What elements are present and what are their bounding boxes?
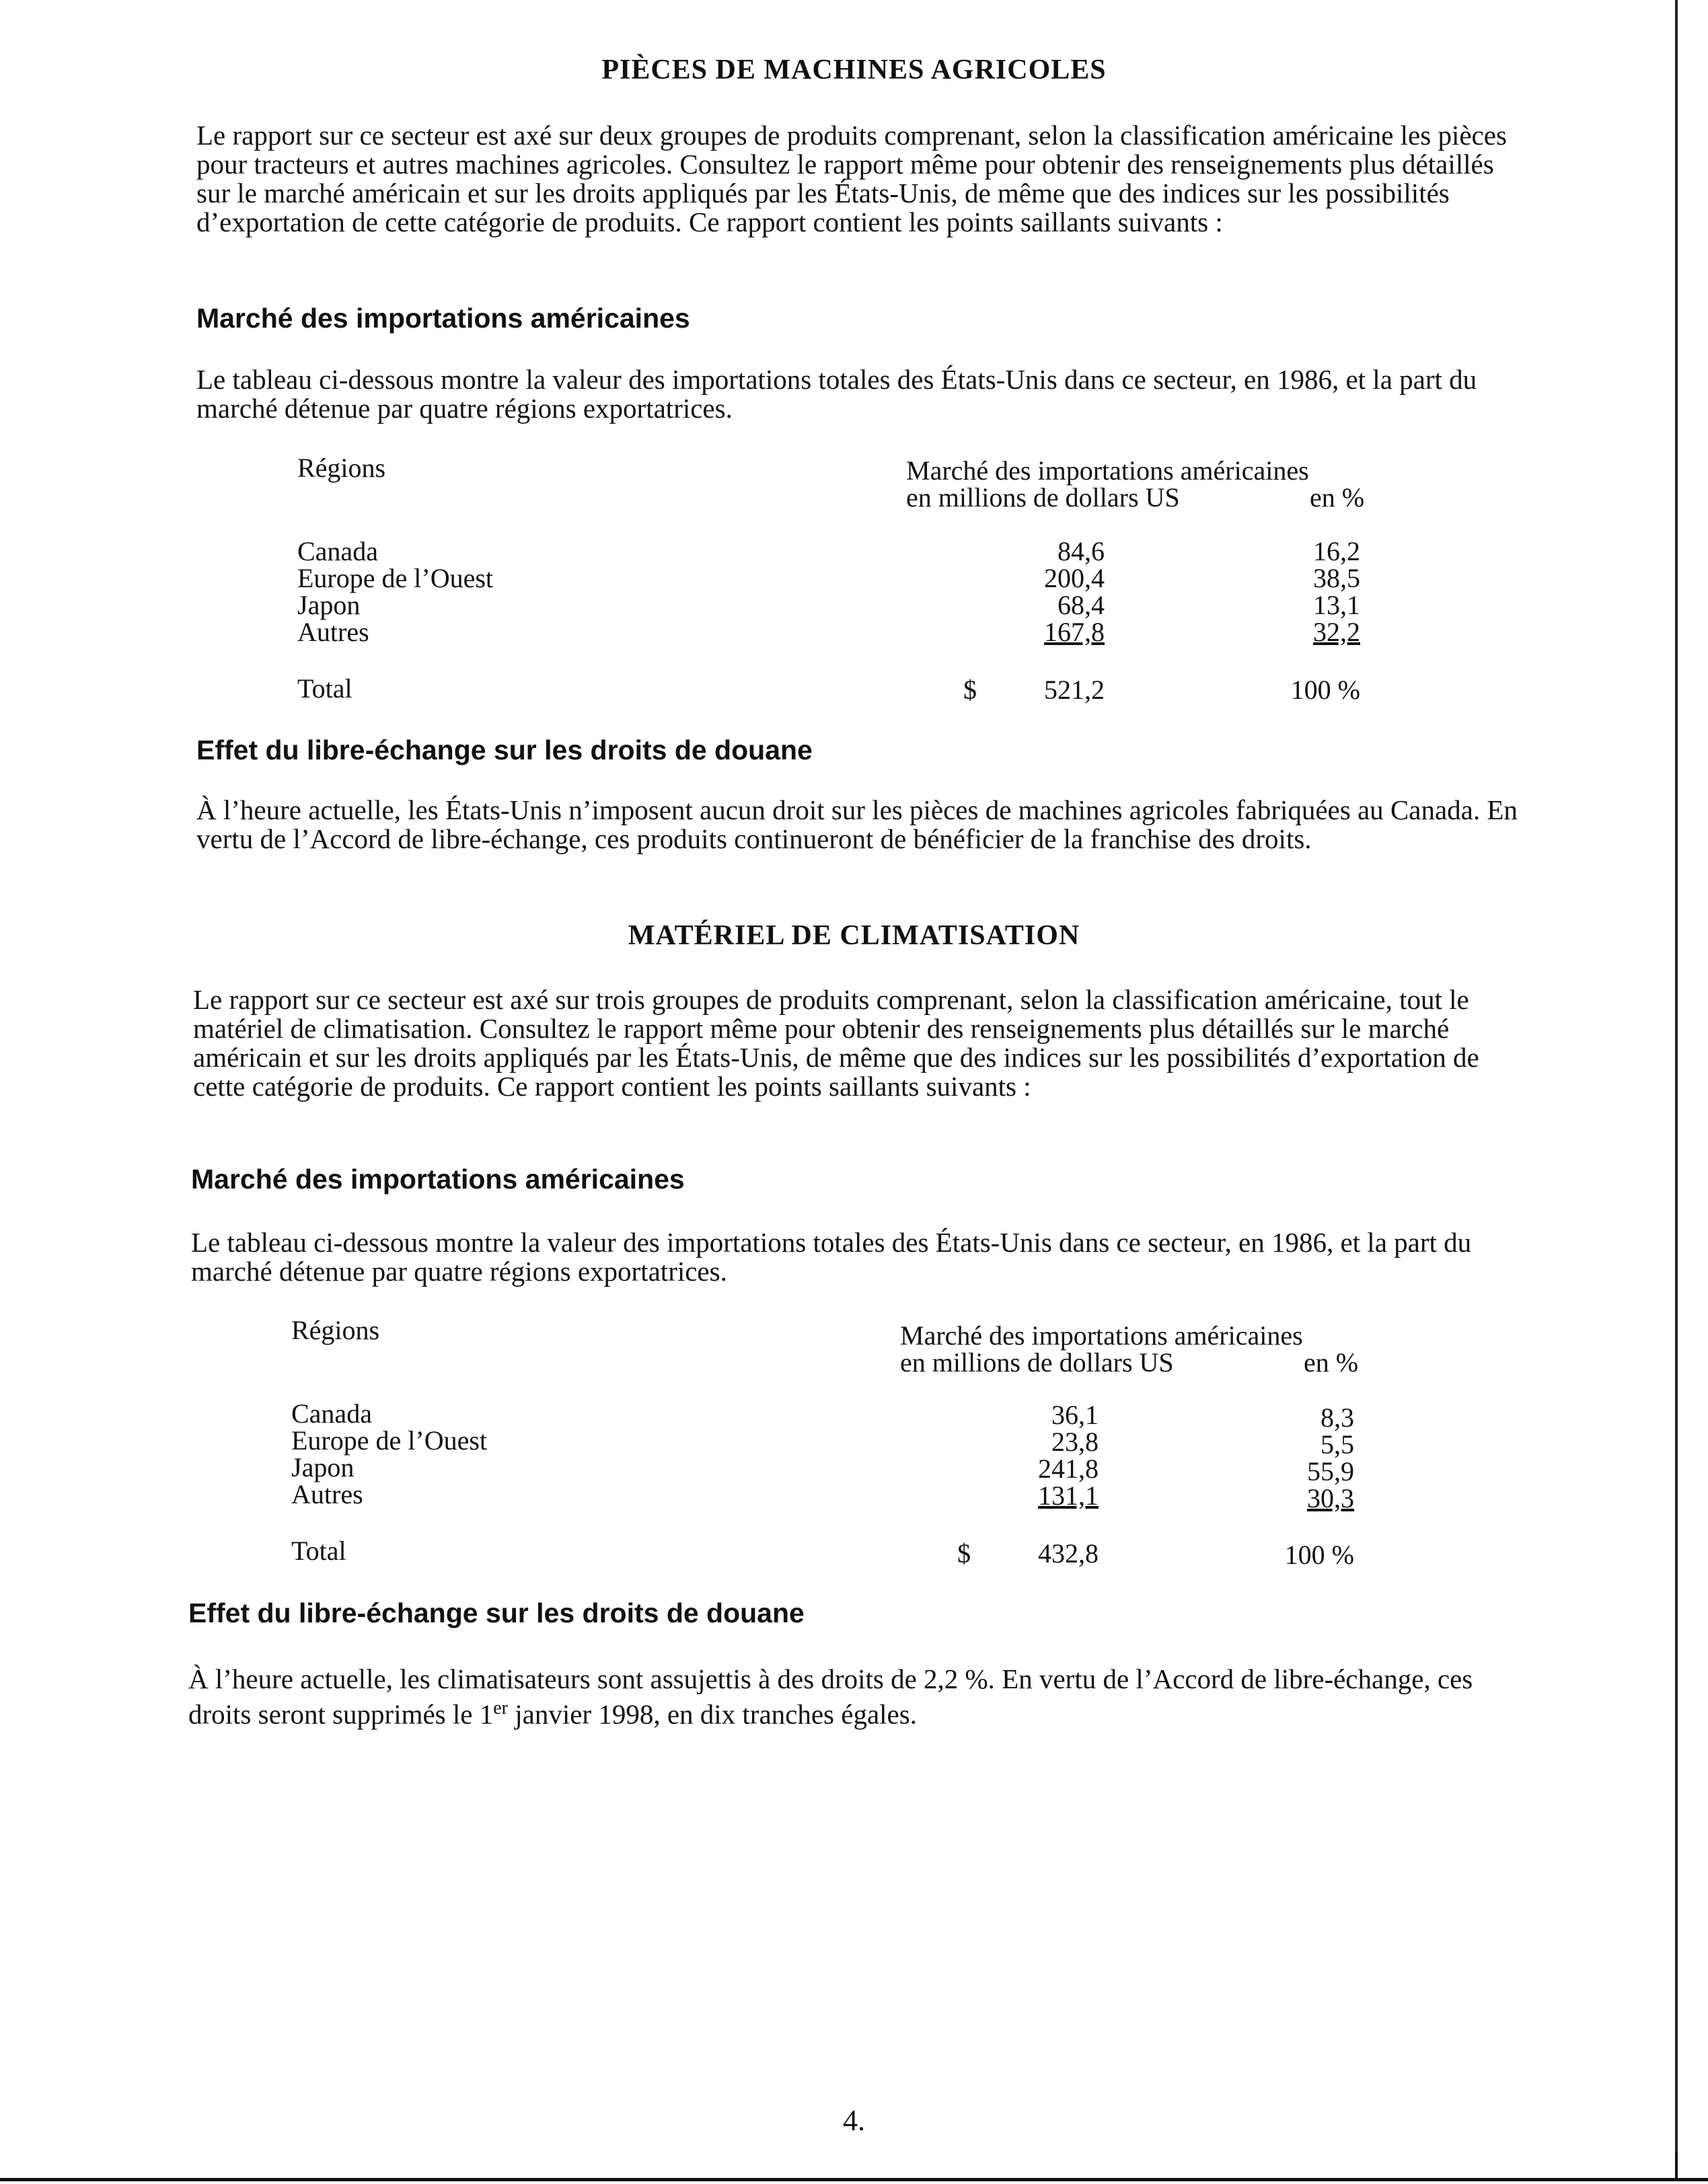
section1-effect-heading: Effet du libre-échange sur les droits de douane bbox=[196, 735, 813, 765]
section2-effect-text: À l’heure actuelle, les climatisateurs sont assujettis à des droits de 2,2 %. En vertu de l’Accord de libre-échange, ces droits seront supprimés le 1er janvier 1998, en dix tranches égales. bbox=[188, 1663, 1473, 1730]
col-value-header: en millions de dollars US bbox=[900, 1347, 1174, 1378]
section2-market-text: Le tableau ci-dessous montre la valeur des importations totales des États-Unis dans ce secteur, en 1986, et la part du marché détenue par quatre régions exportatrices. bbox=[191, 1227, 1472, 1287]
table-row-region: Autres bbox=[297, 617, 369, 647]
table-total-pct: 100 % bbox=[1290, 675, 1360, 705]
table-row-pct: 8,3 bbox=[1321, 1402, 1354, 1433]
table-row-pct: 5,5 bbox=[1321, 1429, 1354, 1460]
table-row-value: 200,4 bbox=[1044, 563, 1105, 593]
table-total-value: 432,8 bbox=[1038, 1538, 1099, 1569]
table-row-pct: 55,9 bbox=[1307, 1456, 1354, 1486]
table-row-value: 241,8 bbox=[1038, 1454, 1099, 1484]
section1-intro: Le rapport sur ce secteur est axé sur deux groupes de produits comprenant, selon la classification américaine les pièces pour tracteurs et autres machines agricoles. Consultez le rapport même pour obtenir des renseignements plus détaillés sur le marché américain et sur les droits appliqués par les États-Unis, de même que des indices sur les possibilités d’exportation de cette catégorie de produits. Ce rapport contient les points saillants suivants : bbox=[196, 120, 1507, 237]
section2-intro: Le rapport sur ce secteur est axé sur trois groupes de produits comprenant, selon la classification américaine, tout le matériel de climatisation. Consultez le rapport même pour obtenir des renseignements plus détaillés sur le marché américain et sur les droits appliqués par les États-Unis, de même que des indices sur les possibilités d’exportation de cette catégorie de produits. Ce rapport contient les points saillants suivants : bbox=[193, 984, 1479, 1102]
page-number: 4. bbox=[843, 2104, 865, 2137]
table-row-pct: 38,5 bbox=[1313, 563, 1360, 593]
table-row-value: 167,8 bbox=[1044, 617, 1105, 647]
col-pct-header: en % bbox=[1310, 482, 1365, 513]
table-total-currency: $ bbox=[957, 1538, 971, 1569]
table-total-label: Total bbox=[291, 1536, 346, 1566]
section1-market-text: Le tableau ci-dessous montre la valeur des importations totales des États-Unis dans ce secteur, en 1986, et la part du marché détenue par quatre régions exportatrices. bbox=[196, 364, 1477, 424]
col-value-header: en millions de dollars US bbox=[906, 482, 1180, 513]
section1-effect-text: À l’heure actuelle, les États-Unis n’imposent aucun droit sur les pièces de machines agricoles fabriquées au Canada. En vertu de l’Accord de libre-échange, ces produits continueront de bénéficier de la franchise des droits. bbox=[196, 794, 1518, 854]
col-group-header: Marché des importations américaines bbox=[900, 1320, 1303, 1351]
table-total-currency: $ bbox=[963, 675, 977, 705]
bottom-margin-rule bbox=[0, 2178, 1708, 2181]
right-margin-rule bbox=[1675, 0, 1678, 2156]
table-row-value: 131,1 bbox=[1038, 1480, 1099, 1511]
col-regions-header: Régions bbox=[297, 453, 386, 483]
col-pct-header: en % bbox=[1304, 1347, 1359, 1378]
table-row-region: Autres bbox=[291, 1479, 363, 1509]
section2-title: MATÉRIEL DE CLIMATISATION bbox=[628, 920, 1080, 951]
section1-market-heading: Marché des importations américaines bbox=[196, 303, 690, 334]
table-row-region: Europe de l’Ouest bbox=[291, 1425, 488, 1456]
col-group-header: Marché des importations américaines bbox=[906, 455, 1309, 486]
section2-effect-heading: Effet du libre-échange sur les droits de douane bbox=[188, 1597, 805, 1628]
table-row-pct: 32,2 bbox=[1313, 617, 1360, 647]
corner-rule bbox=[1675, 2152, 1678, 2179]
table-row-value: 68,4 bbox=[1057, 590, 1105, 620]
table-row-pct: 16,2 bbox=[1313, 536, 1360, 566]
table-row-region: Canada bbox=[291, 1398, 372, 1429]
col-regions-header: Régions bbox=[291, 1315, 380, 1345]
table-row-value: 84,6 bbox=[1057, 536, 1105, 566]
table-total-pct: 100 % bbox=[1284, 1540, 1354, 1570]
table-row-region: Europe de l’Ouest bbox=[297, 563, 494, 593]
table-row-region: Japon bbox=[297, 590, 361, 620]
section1-title: PIÈCES DE MACHINES AGRICOLES bbox=[601, 54, 1107, 85]
table-row-value: 23,8 bbox=[1051, 1427, 1099, 1457]
table-total-value: 521,2 bbox=[1044, 675, 1105, 705]
table-total-label: Total bbox=[297, 673, 352, 704]
table-row-value: 36,1 bbox=[1051, 1400, 1099, 1430]
section2-market-heading: Marché des importations américaines bbox=[191, 1164, 685, 1195]
table-row-pct: 30,3 bbox=[1307, 1483, 1354, 1513]
table-row-region: Japon bbox=[291, 1452, 355, 1482]
table-row-region: Canada bbox=[297, 536, 378, 566]
table-row-pct: 13,1 bbox=[1313, 590, 1360, 620]
